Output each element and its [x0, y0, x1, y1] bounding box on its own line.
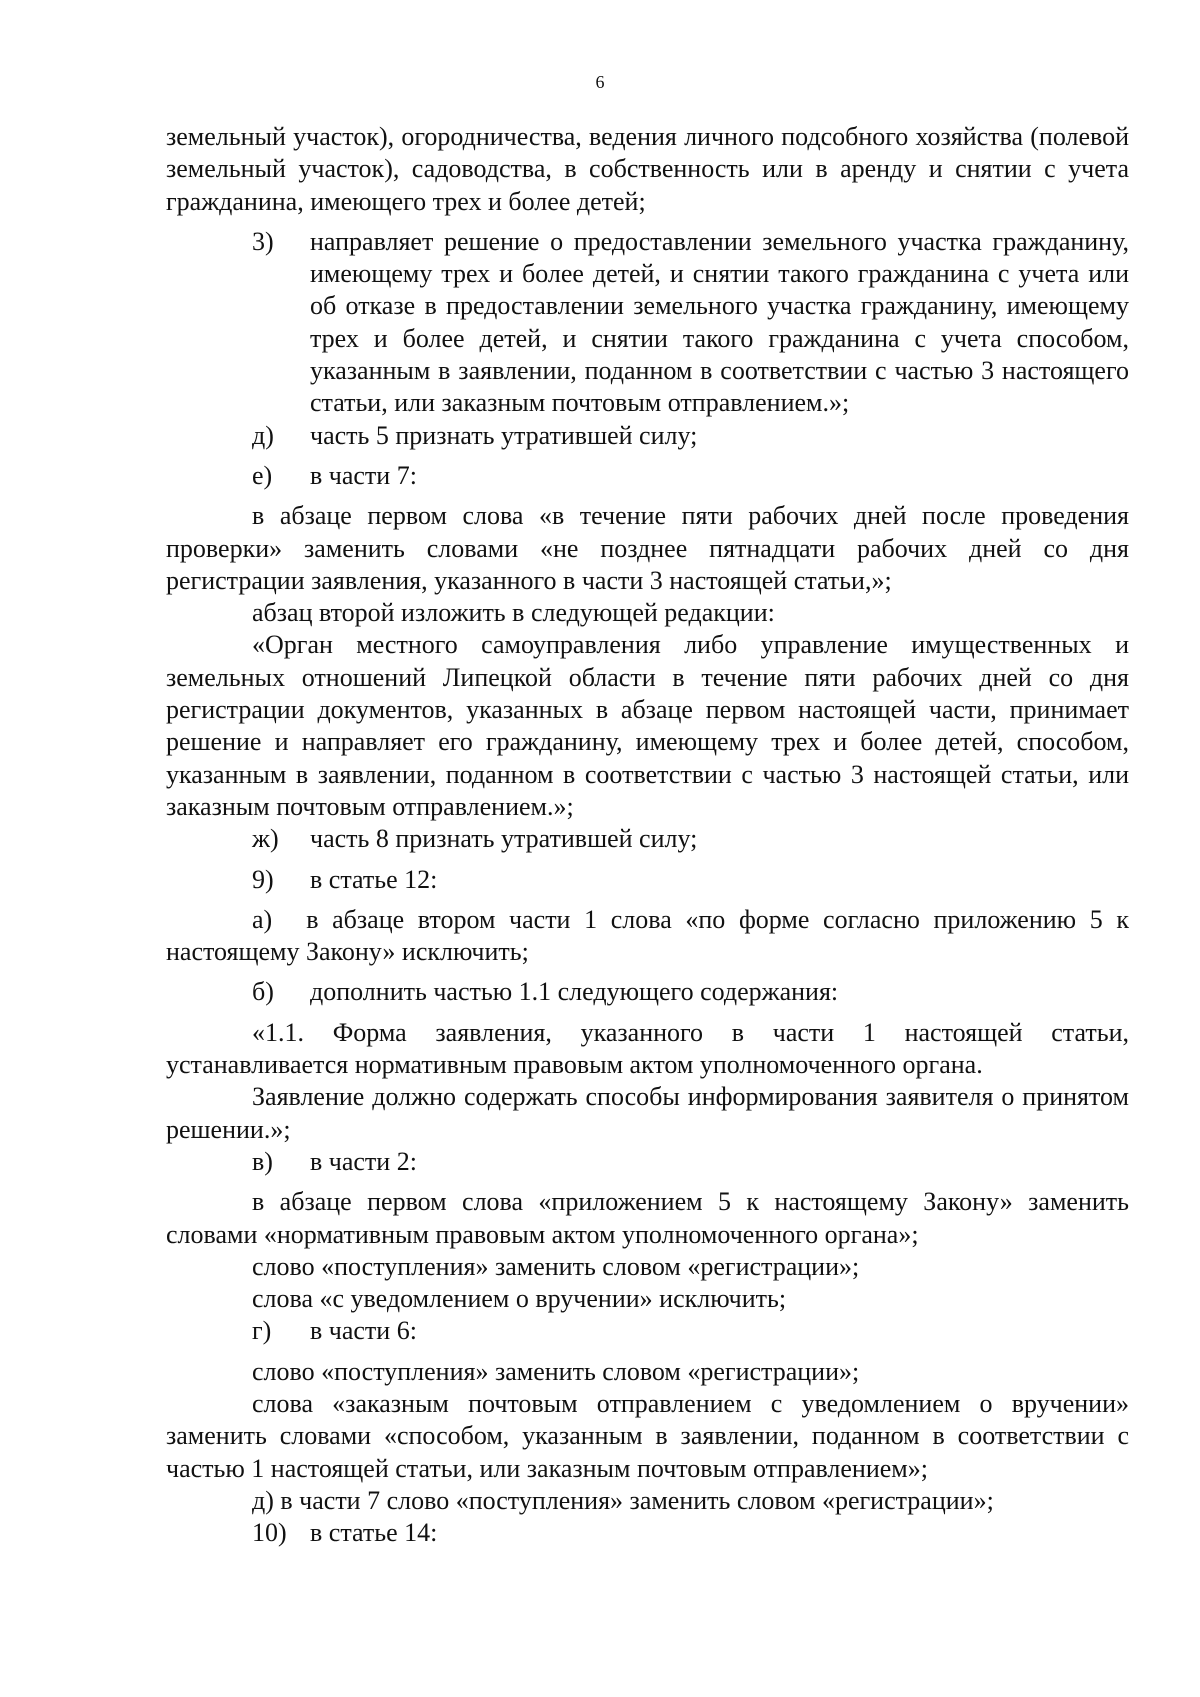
list-marker: ж): [252, 824, 279, 854]
list-marker: д): [252, 420, 274, 450]
list-item: [166, 1315, 1129, 1347]
page-number: 6: [595, 72, 605, 92]
list-marker: е): [252, 460, 273, 490]
list-marker: 3): [252, 226, 274, 256]
list-item: [166, 1146, 1129, 1178]
list-text: в части 6:: [310, 1316, 417, 1346]
paragraph: абзац второй изложить в следующей редакции:: [252, 598, 775, 628]
paragraph: «Орган местного самоуправления либо управление имущественных и земельных отношений Липецкой области в течение пяти рабочих дней со дня регистрации документов, указанных в абзаце первом настоящей части, принимает решение и направляет его гражданину, имеющему трех и более детей, способом, указанным в заявлении, поданном в соответствии с частью 3 настоящей статьи, или заказным почтовым отправлением.»;: [166, 630, 1129, 821]
list-text: в части 2:: [310, 1146, 417, 1176]
list-marker: 9): [252, 864, 274, 894]
list-item: [166, 823, 1129, 855]
list-text: направляет решение о предоставлении земельного участка гражданину, имеющему трех и более детей, и снятии такого гражданина с учета или об отказе в предоставлении земельного участка гражданину, имеющему трех и более детей, и снятии такого гражданина с учета способом, указанным в заявлении, поданном в соответствии с частью 3 настоящего статьи, или заказным почтовым отправлением.»;: [310, 226, 1129, 418]
paragraph: слова «заказным почтовым отправлением с уведомлением о вручении» заменить словами «способом, указанным в заявлении, поданном в соответствии с частью 1 настоящей статьи, или заказным почтовым отправлением»;: [166, 1388, 1129, 1483]
list-item: [166, 1517, 1129, 1549]
list-marker: в): [252, 1146, 273, 1176]
paragraph: слово «поступления» заменить словом «регистрации»;: [252, 1251, 860, 1281]
list-text: часть 5 признать утратившей силу;: [310, 420, 698, 450]
paragraph: «1.1. Форма заявления, указанного в части 1 настоящей статьи, устанавливается нормативным правовым актом уполномоченного органа.: [166, 1017, 1129, 1080]
list-item: [166, 460, 1129, 492]
list-text: дополнить частью 1.1 следующего содержания:: [310, 977, 839, 1007]
list-marker: 10): [252, 1518, 287, 1548]
list-marker: г): [252, 1316, 272, 1346]
list-text: в статье 12:: [310, 864, 438, 894]
paragraph: в абзаце первом слова «в течение пяти рабочих дней после проведения проверки» заменить словами «не позднее пятнадцати рабочих дней со дня регистрации заявления, указанного в части 3 настоящей статьи,»;: [166, 501, 1129, 595]
list-item: [166, 420, 1129, 452]
list-text: часть 8 признать утратившей силу;: [310, 824, 698, 854]
paragraph-with-marker: [166, 904, 1129, 969]
paragraph: Заявление должно содержать способы информирования заявителя о принятом решении.»;: [166, 1082, 1129, 1144]
list-item: [166, 226, 1129, 420]
paragraph: земельный участок), огородничества, ведения личного подсобного хозяйства (полевой земельный участок), садоводства, в собственность или в аренду и снятии с учета гражданина, имеющего трех и более детей;: [166, 122, 1129, 216]
list-text: в абзаце втором части 1 слова «по форме согласно приложению 5 к настоящему Закону» исключить;: [166, 904, 1129, 967]
list-marker: б): [252, 977, 274, 1007]
paragraph: слова «с уведомлением о вручении» исключить;: [252, 1284, 787, 1314]
list-text: в статье 14:: [310, 1518, 438, 1548]
paragraph: в абзаце первом слова «приложением 5 к настоящему Закону» заменить словами «нормативным правовым актом уполномоченного органа»;: [166, 1187, 1129, 1249]
paragraph: д) в части 7 слово «поступления» заменить словом «регистрации»;: [252, 1485, 994, 1515]
list-item: [166, 864, 1129, 896]
document-body: [166, 121, 1129, 1549]
list-text: в части 7:: [310, 460, 417, 490]
list-item: [166, 976, 1129, 1008]
paragraph: слово «поступления» заменить словом «регистрации»;: [252, 1356, 860, 1386]
list-marker: а): [252, 904, 273, 934]
